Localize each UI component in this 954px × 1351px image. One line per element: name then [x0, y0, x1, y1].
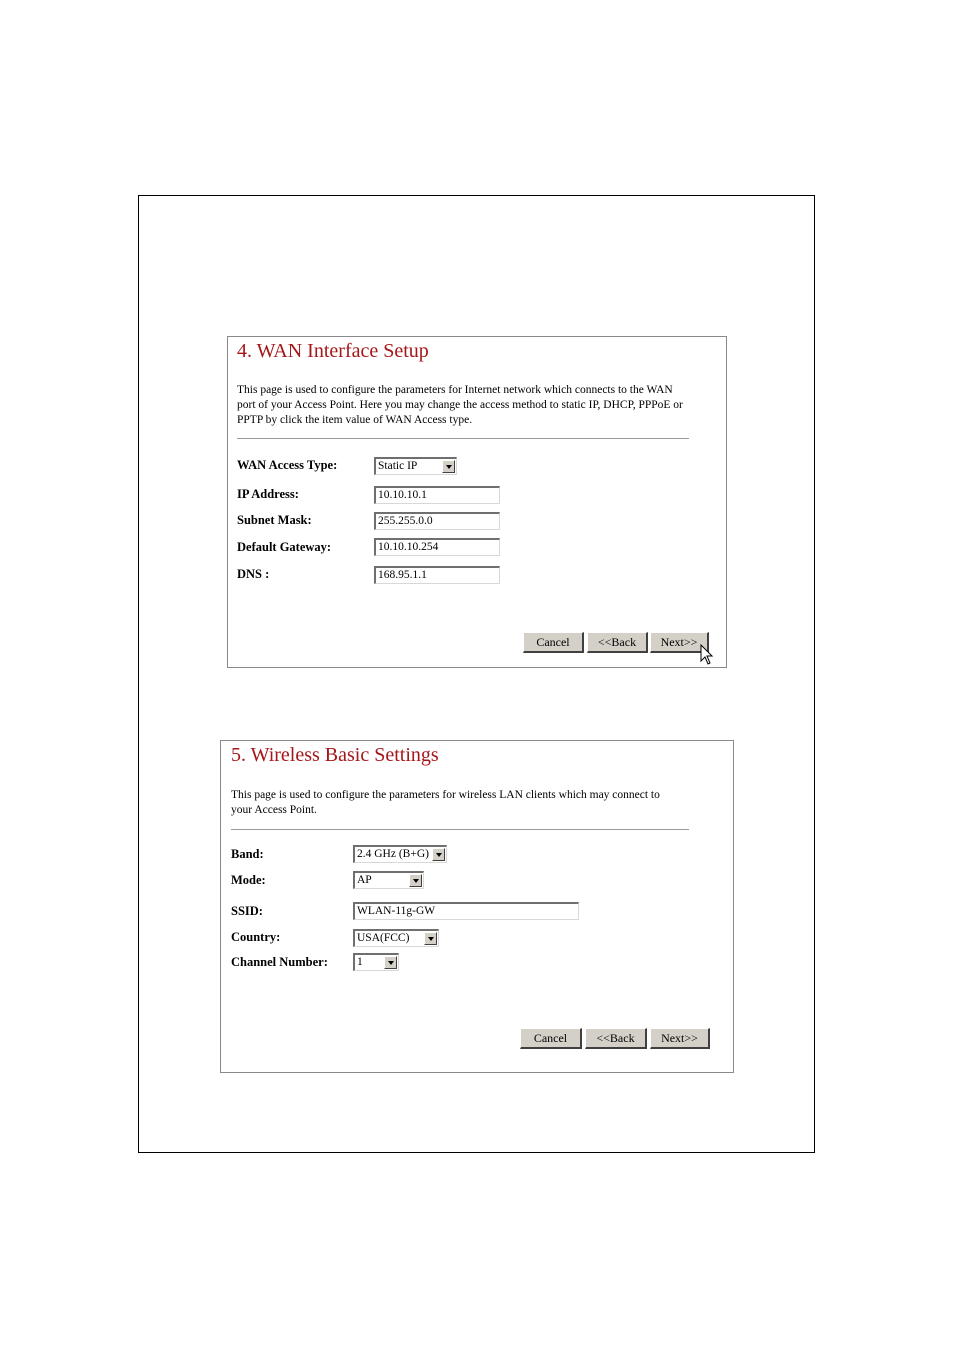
dns-label: DNS :	[237, 567, 270, 581]
wireless-cancel-button[interactable]: Cancel	[520, 1028, 582, 1049]
band-select[interactable]	[353, 845, 447, 863]
country-label: Country:	[231, 930, 281, 944]
wireless-divider	[231, 829, 689, 830]
channel-number-label: Channel Number:	[231, 955, 328, 969]
default-gateway-input[interactable]: 10.10.10.254	[374, 538, 500, 556]
band-label: Band:	[231, 847, 264, 861]
dns-input[interactable]: 168.95.1.1	[374, 566, 500, 584]
wan-back-button[interactable]: <<Back	[587, 632, 648, 653]
wan-title: 4. WAN Interface Setup	[237, 340, 429, 362]
chevron-down-icon[interactable]	[424, 932, 437, 945]
subnet-mask-label: Subnet Mask:	[237, 513, 312, 527]
mode-select[interactable]	[353, 871, 424, 889]
wan-divider	[237, 438, 689, 439]
wan-description: This page is used to configure the parameters for Internet network which connects to the WAN port of your Access Point. Here you may change the access method to static IP, DHCP, PPPoE or PPTP by click the item value of WAN Access type.	[237, 384, 683, 426]
wan-access-type-value: Static IP	[378, 460, 418, 472]
country-select[interactable]	[353, 929, 439, 947]
wan-cancel-button[interactable]: Cancel	[523, 632, 584, 653]
chevron-down-icon[interactable]	[384, 956, 397, 969]
wireless-title: 5. Wireless Basic Settings	[231, 744, 439, 766]
subnet-mask-input[interactable]: 255.255.0.0	[374, 512, 500, 530]
channel-number-select[interactable]	[353, 953, 399, 971]
wan-next-button[interactable]: Next>>	[650, 632, 709, 653]
chevron-down-icon[interactable]	[432, 848, 445, 861]
wan-setup-panel	[227, 336, 727, 668]
channel-number-value: 1	[357, 956, 363, 968]
band-value: 2.4 GHz (B+G)	[357, 848, 429, 860]
chevron-down-icon[interactable]	[409, 874, 422, 887]
wireless-next-button[interactable]: Next>>	[650, 1028, 710, 1049]
ssid-label: SSID:	[231, 904, 263, 918]
wireless-description: This page is used to configure the parameters for wireless LAN clients which may connect to your Access Point.	[231, 789, 660, 816]
default-gateway-label: Default Gateway:	[237, 540, 332, 554]
ssid-input[interactable]: WLAN-11g-GW	[353, 902, 579, 920]
country-value: USA(FCC)	[357, 932, 410, 944]
mode-value: AP	[357, 874, 372, 886]
wan-access-type-label: WAN Access Type:	[237, 458, 338, 472]
ip-address-label: IP Address:	[237, 487, 299, 501]
chevron-down-icon[interactable]	[442, 460, 455, 473]
mode-label: Mode:	[231, 873, 266, 887]
wireless-settings-panel	[220, 740, 734, 1073]
wireless-back-button[interactable]: <<Back	[585, 1028, 647, 1049]
ip-address-input[interactable]: 10.10.10.1	[374, 486, 500, 504]
mouse-pointer-icon	[700, 644, 714, 666]
wan-access-type-select[interactable]	[374, 457, 457, 475]
